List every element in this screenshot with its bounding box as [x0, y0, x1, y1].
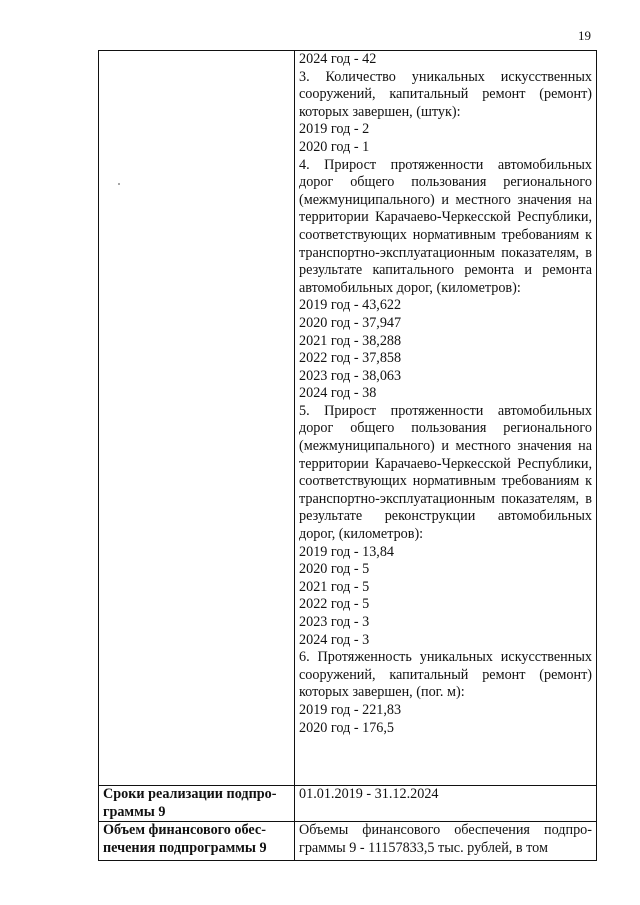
- indicator-year-value: 2023 год - 38,063: [299, 367, 402, 384]
- indicator-heading: 5. Прирост протяженности автомобильных дорог общего пользования регионального (межмуниципального) и местного значения на территории Карачаево-Черкесской Республики, соответствующих нормативным требованиям к транспортно-эксплуатационным показателям, в результате реконструкции автомобильных дорог, (километров):: [299, 402, 592, 543]
- finance-label: Объем финансового обеспечения подпрограммы 9: [99, 822, 295, 861]
- terms-value: 01.01.2019 - 31.12.2024: [295, 786, 597, 822]
- indicator-year-value: 2020 год - 5: [299, 561, 370, 578]
- indicator-year-value: 2022 год - 5: [299, 596, 370, 613]
- finance-value: Объемы финансового обеспечения подпрограммы 9 - 11157833,5 тыс. рублей, в том: [295, 822, 597, 861]
- indicator-year-value: 2019 год - 13,84: [299, 543, 395, 560]
- indicator-heading: 6. Протяженность уникальных искусственных сооружений, капитальный ремонт (ремонт) которых завершен, (пог. м):: [299, 649, 592, 701]
- table-row-terms: [99, 786, 597, 822]
- indicator-year-value: 2020 год - 176,5: [299, 719, 395, 736]
- page-number: 19: [578, 28, 591, 43]
- indicator-heading: 4. Прирост протяженности автомобильных дорог общего пользования регионального (межмуниципального) и местного значения на территории Карачаево-Черкесской Республики, соответствующих нормативным требованиям к транспортно-эксплуатационным показателям, в результате капитального ремонта и ремонта автомобильных дорог, (километров):: [299, 156, 592, 296]
- indicators-value-cell: [295, 51, 597, 786]
- indicator-year-value: 2024 год - 38: [299, 385, 377, 402]
- table-row-indicators: [99, 51, 597, 786]
- indicator-year-value: 2021 год - 38,288: [299, 332, 402, 349]
- indicator-year-value: 2019 год - 2: [299, 121, 370, 138]
- passport-table: [98, 50, 597, 861]
- indicators-label-cell: [99, 51, 295, 786]
- indicator-year-value: 2019 год - 43,622: [299, 297, 402, 314]
- table-row-finance: [99, 822, 597, 861]
- indicator-year-value: 2020 год - 37,947: [299, 314, 402, 331]
- indicator-year-value: 2024 год - 42: [299, 51, 377, 67]
- indicator-heading: 3. Количество уникальных искусственных сооружений, капитальный ремонт (ремонт) которых завершен, (штук):: [299, 68, 592, 120]
- indicator-year-value: 2022 год - 37,858: [299, 350, 402, 367]
- terms-label: Сроки реализации подпрограммы 9: [99, 786, 295, 822]
- indicator-year-value: 2023 год - 3: [299, 614, 370, 630]
- indicator-year-value: 2024 год - 3: [299, 631, 370, 648]
- indicator-year-value: 2021 год - 5: [299, 578, 370, 595]
- indicator-year-value: 2020 год - 1: [299, 138, 370, 155]
- indicator-year-value: 2019 год - 221,83: [299, 701, 402, 718]
